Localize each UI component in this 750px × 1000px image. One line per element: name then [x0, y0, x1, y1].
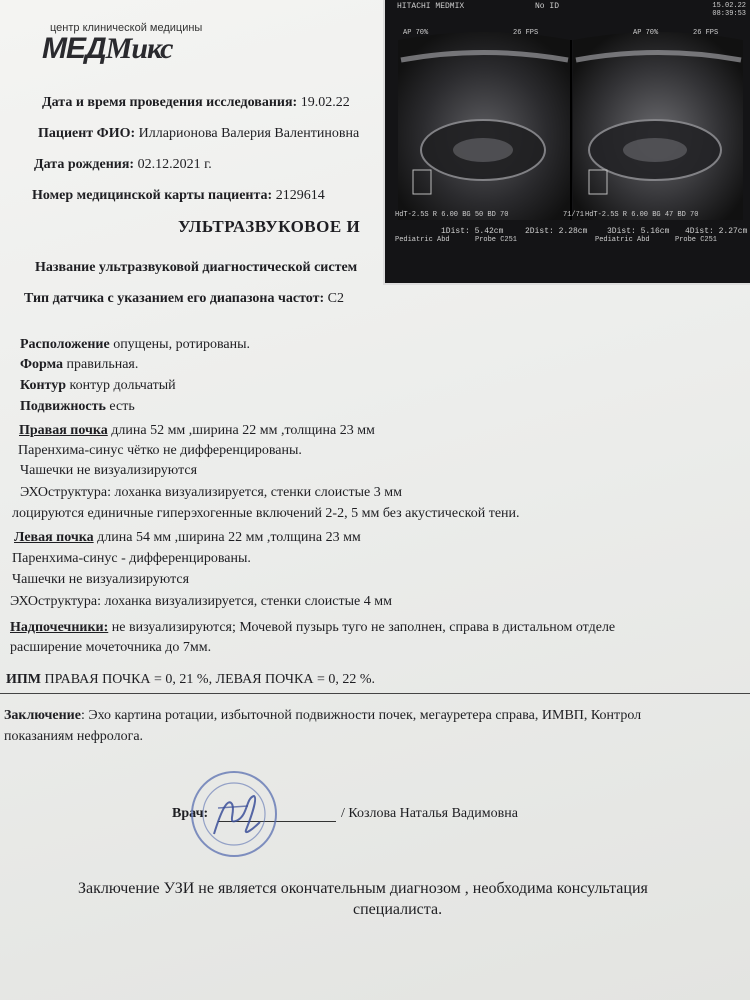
study-date-value: 19.02.22: [300, 95, 350, 110]
right-kidney-line3: Чашечки не визуализируются: [20, 463, 198, 478]
card-value: 2129614: [275, 188, 325, 203]
us-params-right: HdT-2.5S R 6.00 BG 47 BD 70: [585, 211, 699, 219]
us-foot-right-1: Pediatric Abd: [595, 236, 650, 244]
conclusion-line2: показаниям нефролога.: [4, 729, 144, 744]
conclusion-value: : Эхо картина ротации, избыточной подвижности почек, мегауретера справа, ИМВП, Контрол: [80, 708, 642, 723]
us-params-left: HdT-2.5S R 6.00 BG 50 BD 70: [395, 211, 509, 219]
location-label: Расположение: [20, 337, 110, 352]
sensor-label: Тип датчика с указанием его диапазона частот:: [24, 291, 325, 306]
right-kidney-line2: Паренхима-синус чётко не дифференцированы.: [18, 443, 302, 458]
mobility-value: есть: [109, 399, 135, 414]
right-kidney-line4: ЭХОструктура: лоханка визуализируется, стенки слоистые 3 мм: [20, 485, 402, 500]
clinic-logo: [42, 32, 172, 66]
us-foot-left-1: Pediatric Abd: [395, 236, 450, 244]
us-noid: No ID: [535, 2, 560, 11]
right-kidney-label: Правая почка: [19, 423, 108, 438]
right-kidney-size: длина 52 мм ,ширина 22 мм ,толщина 23 мм: [111, 423, 375, 438]
doctor-stamp: [188, 768, 280, 860]
right-kidney-row: [19, 423, 375, 439]
mobility-row: [20, 399, 135, 415]
ipm-value: ПРАВАЯ ПОЧКА = 0, 21 %, ЛЕВАЯ ПОЧКА = 0, 22 %.: [44, 672, 376, 687]
birth-label: Дата рождения:: [34, 157, 135, 172]
adrenal-row: [10, 620, 615, 636]
conclusion-row: [4, 708, 641, 724]
clinic-tagline: центр клинической медицины: [50, 22, 203, 34]
ipm-row: [6, 672, 375, 688]
us-measure-2: 2Dist: 2.28cm: [525, 227, 588, 236]
us-measure-1: 1Dist: 5.42cm: [441, 227, 504, 236]
ultrasound-printout: [383, 0, 750, 285]
left-kidney-size: длина 54 мм ,ширина 22 мм ,толщина 23 мм: [97, 530, 361, 545]
left-kidney-row: [14, 530, 361, 546]
shape-value: правильная.: [66, 357, 139, 372]
conclusion-label: Заключение: [4, 708, 81, 723]
doctor-name: / Козлова Наталья Вадимовна: [341, 806, 518, 821]
study-date-label: Дата и время проведения исследования:: [42, 95, 298, 110]
footer-line2: специалиста.: [353, 901, 443, 918]
adrenal-value: не визуализируются; Мочевой пузырь туго не заполнен, справа в дистальном отделе: [111, 620, 616, 635]
system-label: Название ультразвуковой диагностической систем: [35, 260, 358, 275]
adrenal-line2: расширение мочеточника до 7мм.: [10, 640, 212, 655]
location-row: [20, 337, 250, 353]
shape-label: Форма: [20, 357, 64, 372]
left-kidney-line4: ЭХОструктура: лоханка визуализируется, стенки слоистые 4 мм: [10, 594, 392, 609]
left-kidney-line3: Чашечки не визуализируются: [12, 572, 190, 587]
logo-script: Микс: [105, 32, 173, 65]
sensor-value: С2: [327, 291, 344, 306]
divider: [0, 693, 750, 694]
location-value: опущены, ротированы.: [113, 337, 251, 352]
contour-value: контур дольчатый: [69, 378, 176, 393]
footer-line1: Заключение УЗИ не является окончательным диагнозом , необходима консультация: [78, 880, 648, 897]
us-brand: HITACHI MEDMIX: [397, 2, 465, 11]
contour-row: [20, 378, 176, 394]
shape-row: [20, 357, 138, 373]
left-kidney-label: Левая почка: [14, 530, 94, 545]
logo-main: МЕД: [42, 32, 106, 65]
us-datetime: 15.02.22 08:39:53: [712, 2, 746, 18]
right-kidney-line5: лоцируются единичные гиперэхогенные включений 2-2, 5 мм без акустической тени.: [12, 506, 520, 521]
mobility-label: Подвижность: [20, 399, 106, 414]
adrenal-label: Надпочечники:: [10, 620, 109, 635]
us-ap-left: AP 70%: [403, 29, 429, 37]
report-title: УЛЬТРАЗВУКОВОЕ И: [178, 217, 361, 236]
patient-name: Илларионова Валерия Валентиновна: [138, 126, 360, 141]
us-fps-left: 26 FPS: [513, 29, 539, 37]
card-row: [32, 188, 325, 204]
ipm-label: ИПМ: [6, 672, 41, 687]
us-foot-right-2: Probe C251: [675, 236, 718, 244]
system-row: [35, 260, 357, 276]
us-measure-3: 3Dist: 5.16cm: [607, 227, 670, 236]
patient-label: Пациент ФИО:: [38, 126, 136, 141]
card-label: Номер медицинской карты пациента:: [32, 188, 273, 203]
doctor-label-text: Врач:: [172, 806, 209, 821]
contour-label: Контур: [20, 378, 66, 393]
us-measure-4: 4Dist: 2.27cm: [685, 227, 748, 236]
ultrasound-scan: [393, 20, 748, 225]
birth-row: [34, 157, 212, 173]
us-fps-right: 26 FPS: [693, 29, 719, 37]
us-frame-right: 71/71: [563, 211, 585, 219]
patient-row: [38, 126, 359, 142]
us-ap-right: AP 70%: [633, 29, 659, 37]
study-date-row: [42, 95, 350, 111]
sensor-row: [24, 291, 344, 307]
birth-value: 02.12.2021 г.: [137, 157, 212, 172]
left-kidney-line2: Паренхима-синус - дифференцированы.: [12, 551, 251, 566]
us-foot-left-2: Probe C251: [475, 236, 518, 244]
